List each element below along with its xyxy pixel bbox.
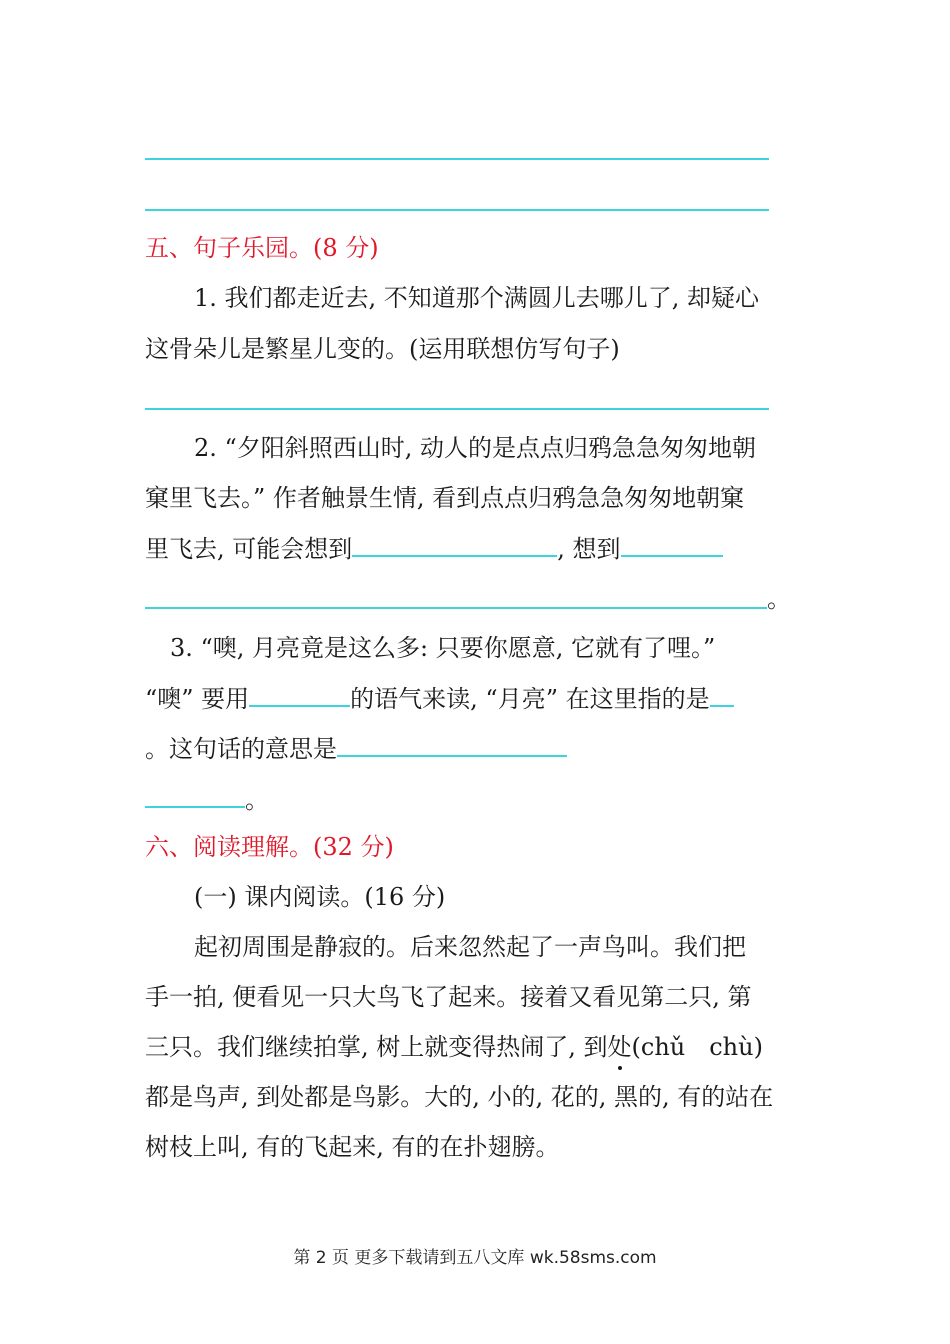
passage-line-2: 手一拍, 便看见一只大鸟飞了起来。接着又看见第二只, 第: [145, 983, 752, 1011]
emphasized-character: 处: [607, 1033, 632, 1061]
q3-line-4: [145, 784, 269, 815]
q3-line-2-text-b: 的语气来读, “月亮” 在这里指的是: [350, 685, 710, 713]
q2-line-1: 2. “夕阳斜照西山时, 动人的是点点归鸦急急匆匆地朝: [194, 434, 757, 462]
q3-line-4-end: 。: [245, 786, 269, 814]
q1-answer-line[interactable]: [145, 408, 769, 410]
answer-line[interactable]: [145, 209, 769, 211]
q3-blank-3[interactable]: [337, 733, 567, 757]
q1-line-1: 1. 我们都走近去, 不知道那个满圆儿去哪儿了, 却疑心: [194, 284, 760, 312]
passage-line-3-text-a: 三只。我们继续拍掌, 树上就变得热闹了, 到: [145, 1033, 608, 1061]
passage-line-1: 起初周围是静寂的。后来忽然起了一声鸟叫。我们把: [194, 933, 746, 961]
subsection-heading: (一) 课内阅读。(16 分): [194, 883, 446, 911]
q2-line-3-text-b: , 想到: [557, 535, 621, 563]
passage-line-4: 都是鸟声, 到处都是鸟影。大的, 小的, 花的, 黑的, 有的站在: [145, 1083, 774, 1111]
pinyin-choice[interactable]: (chǔ chù): [631, 1033, 763, 1061]
q3-line-2: [145, 683, 734, 714]
q2-blank-2[interactable]: [621, 533, 723, 557]
q3-line-1: 3. “噢, 月亮竟是这么多: 只要你愿意, 它就有了哩。”: [170, 634, 716, 662]
q3-line-2-text-a: “噢” 要用: [145, 685, 250, 713]
q2-answer-line[interactable]: [145, 607, 767, 609]
answer-line[interactable]: [145, 158, 769, 160]
q1-line-2: 这骨朵儿是繁星儿变的。(运用联想仿写句子): [145, 335, 620, 363]
q2-line-4-end: 。: [767, 585, 791, 613]
q3-blank-1[interactable]: [249, 683, 350, 707]
q3-line-3: [145, 733, 567, 764]
passage-line-3: [145, 1032, 763, 1062]
passage-line-5: 树枝上叫, 有的飞起来, 有的在扑翅膀。: [145, 1133, 560, 1161]
section-five-heading: 五、句子乐园。(8 分): [145, 234, 379, 262]
q2-line-3-text-a: 里飞去, 可能会想到: [145, 535, 353, 563]
section-six-heading: 六、阅读理解。(32 分): [145, 833, 394, 861]
q2-blank-1[interactable]: [352, 533, 557, 557]
q2-line-3: [145, 533, 723, 564]
page-footer: 第 2 页 更多下载请到五八文库 wk.58sms.com: [293, 1248, 657, 1268]
q3-blank-4[interactable]: [145, 784, 245, 808]
q3-blank-2[interactable]: [710, 683, 734, 707]
q2-line-2: 窠里飞去。” 作者触景生情, 看到点点归鸦急急匆匆地朝窠: [145, 484, 745, 512]
q3-line-3-text: 。这句话的意思是: [145, 735, 337, 763]
